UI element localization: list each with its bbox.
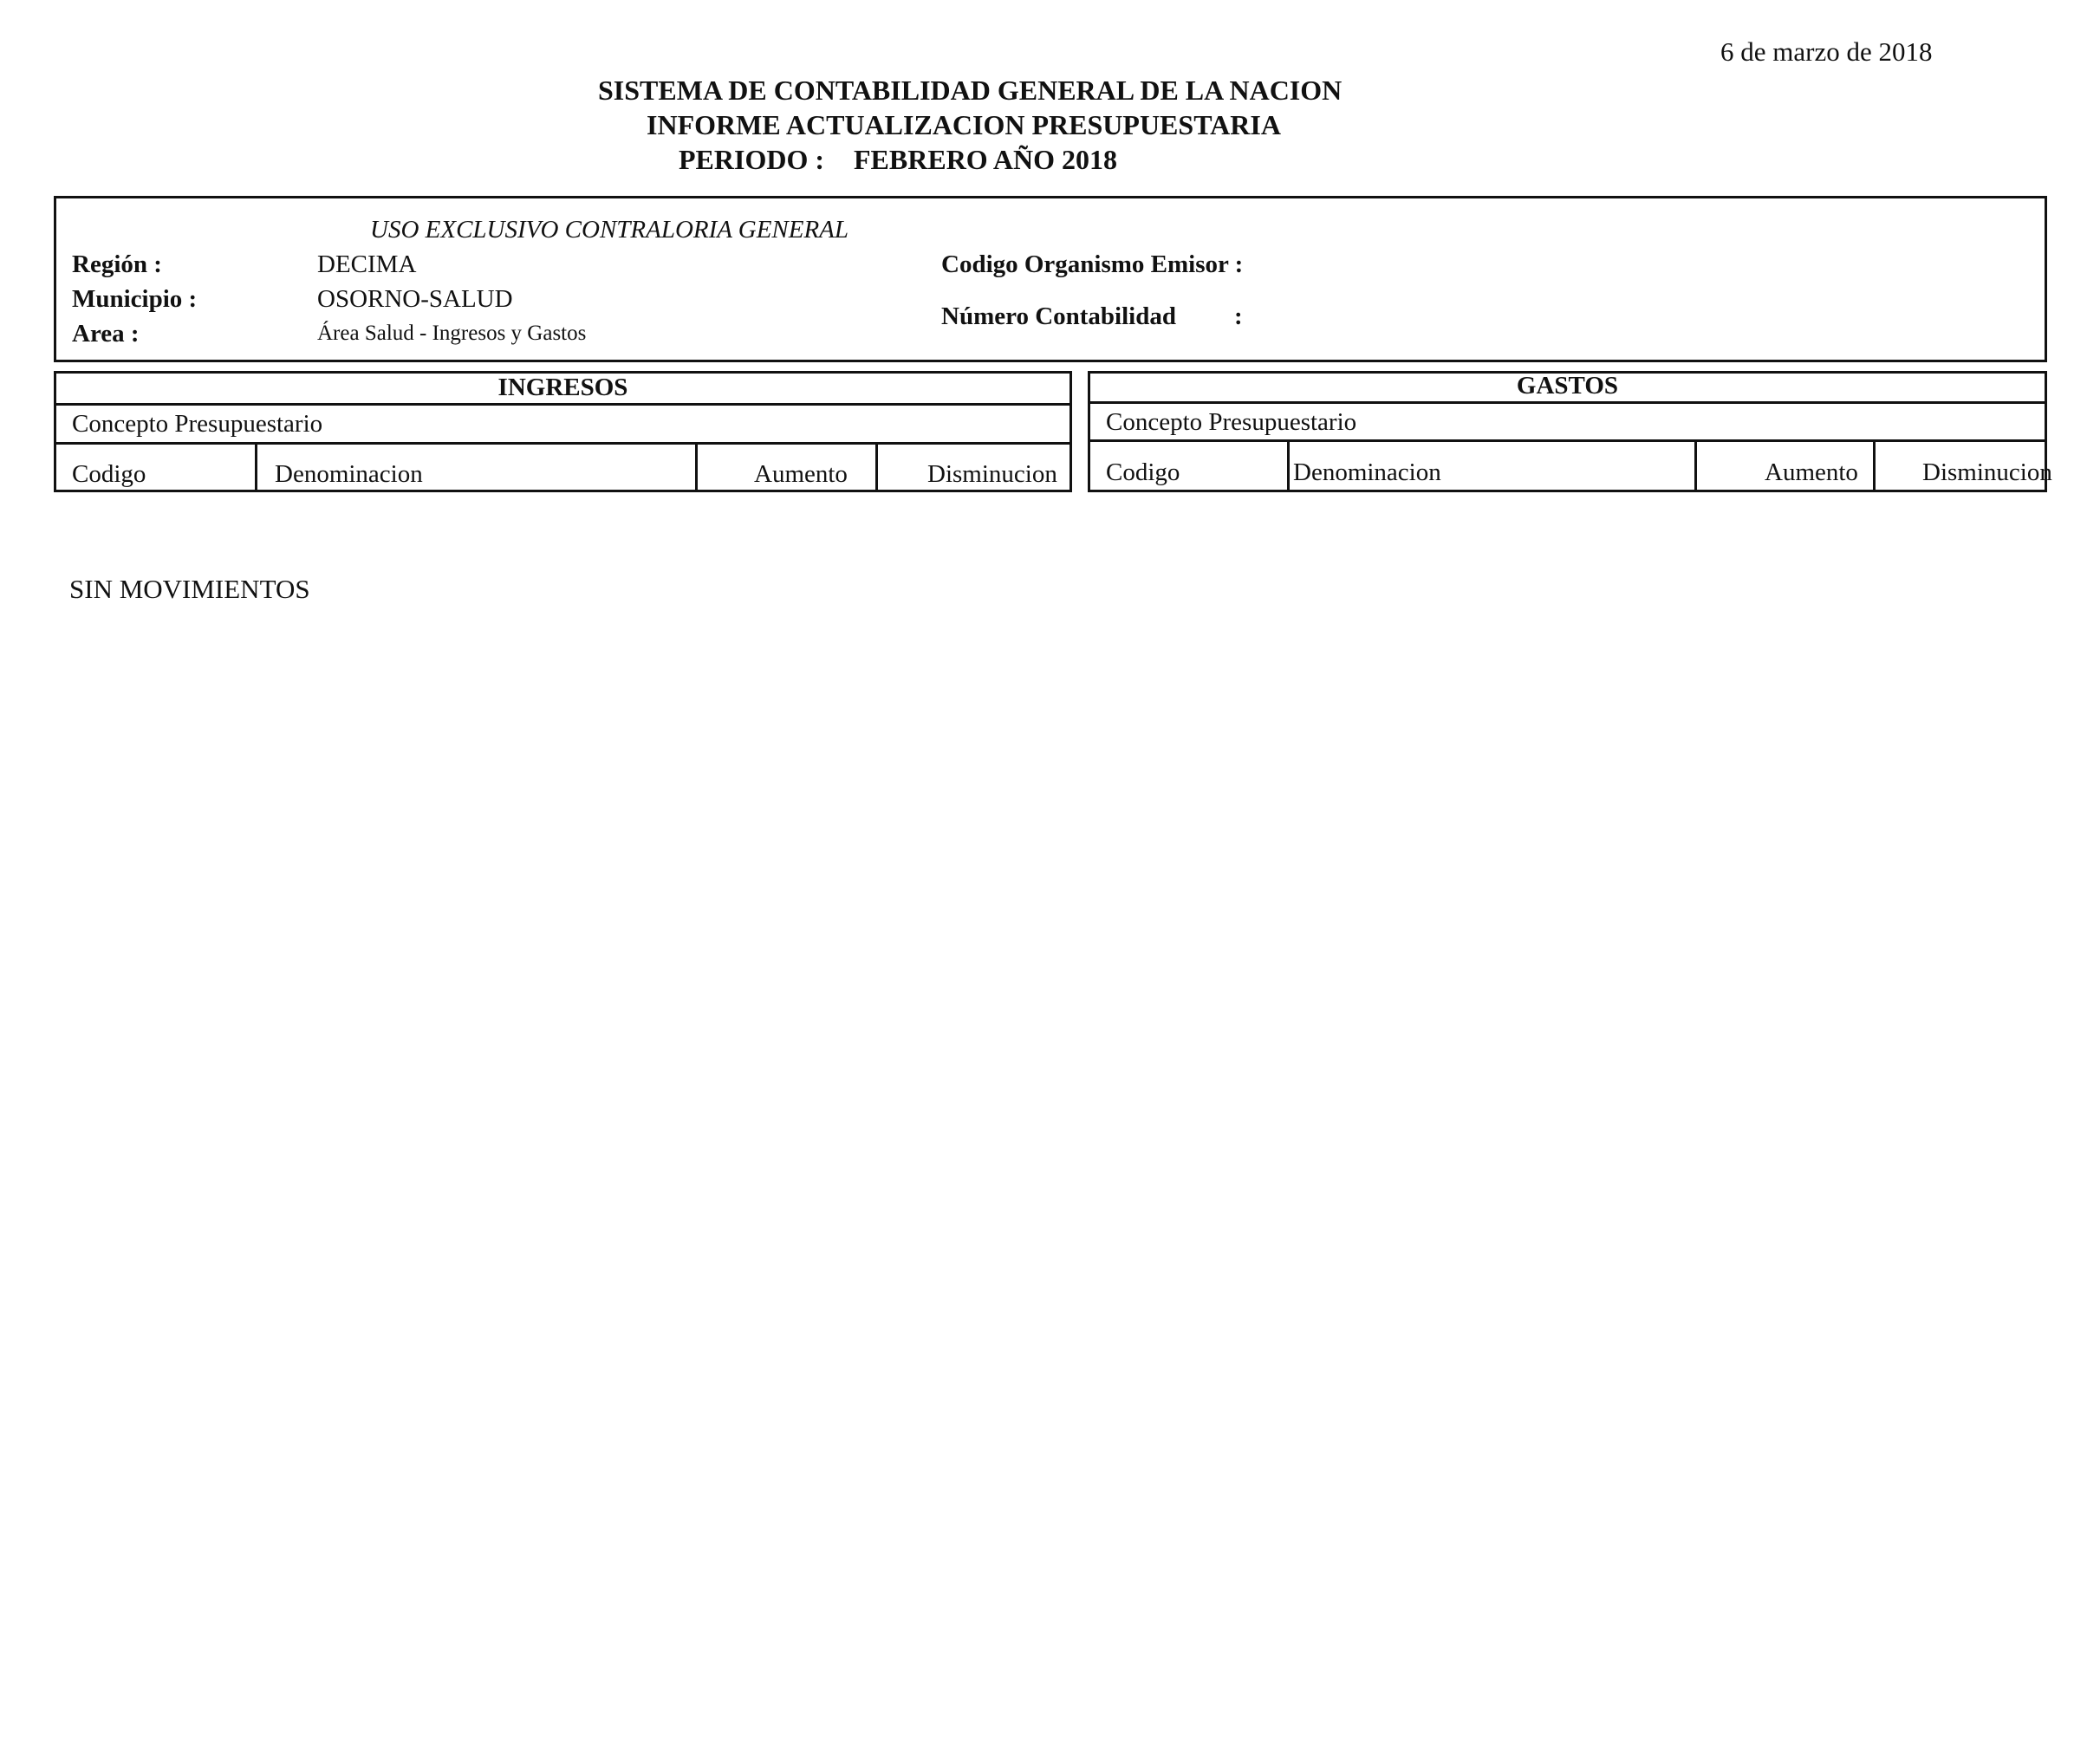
gastos-concepto: Concepto Presupuestario [1106,408,1357,436]
ingresos-title: INGRESOS [497,374,628,401]
report-title-system: SISTEMA DE CONTABILIDAD GENERAL DE LA NACION [598,75,1343,106]
report-date: 6 de marzo de 2018 [1720,36,1933,67]
region-label: Región : [72,250,162,278]
gastos-col-aumento: Aumento [1765,458,1858,486]
ingresos-col-aumento: Aumento [754,460,848,488]
gastos-table [1088,371,2052,492]
region-value: DECIMA [317,250,417,278]
area-label: Area : [72,320,140,348]
ingresos-col-disminucion: Disminucion [927,460,1057,488]
ingresos-table [54,371,1072,492]
period-label: PERIODO : [679,144,824,175]
codigo-organismo-label: Codigo Organismo Emisor : [941,250,1244,278]
numero-contabilidad-colon: : [1234,302,1243,330]
gastos-col-denominacion: Denominacion [1293,458,1441,486]
ingresos-concepto: Concepto Presupuestario [72,410,323,438]
no-movements-status: SIN MOVIMIENTOS [69,574,310,604]
exclusive-use-label: USO EXCLUSIVO CONTRALORIA GENERAL [370,216,849,244]
ingresos-col-denominacion: Denominacion [275,460,423,488]
report-title-informe: INFORME ACTUALIZACION PRESUPUESTARIA [647,109,1281,140]
area-value: Área Salud - Ingresos y Gastos [317,322,587,345]
header-info-box [54,196,2047,362]
gastos-title: GASTOS [1516,372,1619,400]
gastos-col-disminucion: Disminucion [1922,458,2052,486]
ingresos-col-codigo: Codigo [72,460,146,488]
municipio-value: OSORNO-SALUD [317,285,513,313]
numero-contabilidad-label: Número Contabilidad [941,302,1176,330]
report-period [679,144,1117,176]
period-value: FEBRERO AÑO 2018 [854,144,1118,175]
municipio-label: Municipio : [72,285,198,313]
gastos-col-codigo: Codigo [1106,458,1180,486]
